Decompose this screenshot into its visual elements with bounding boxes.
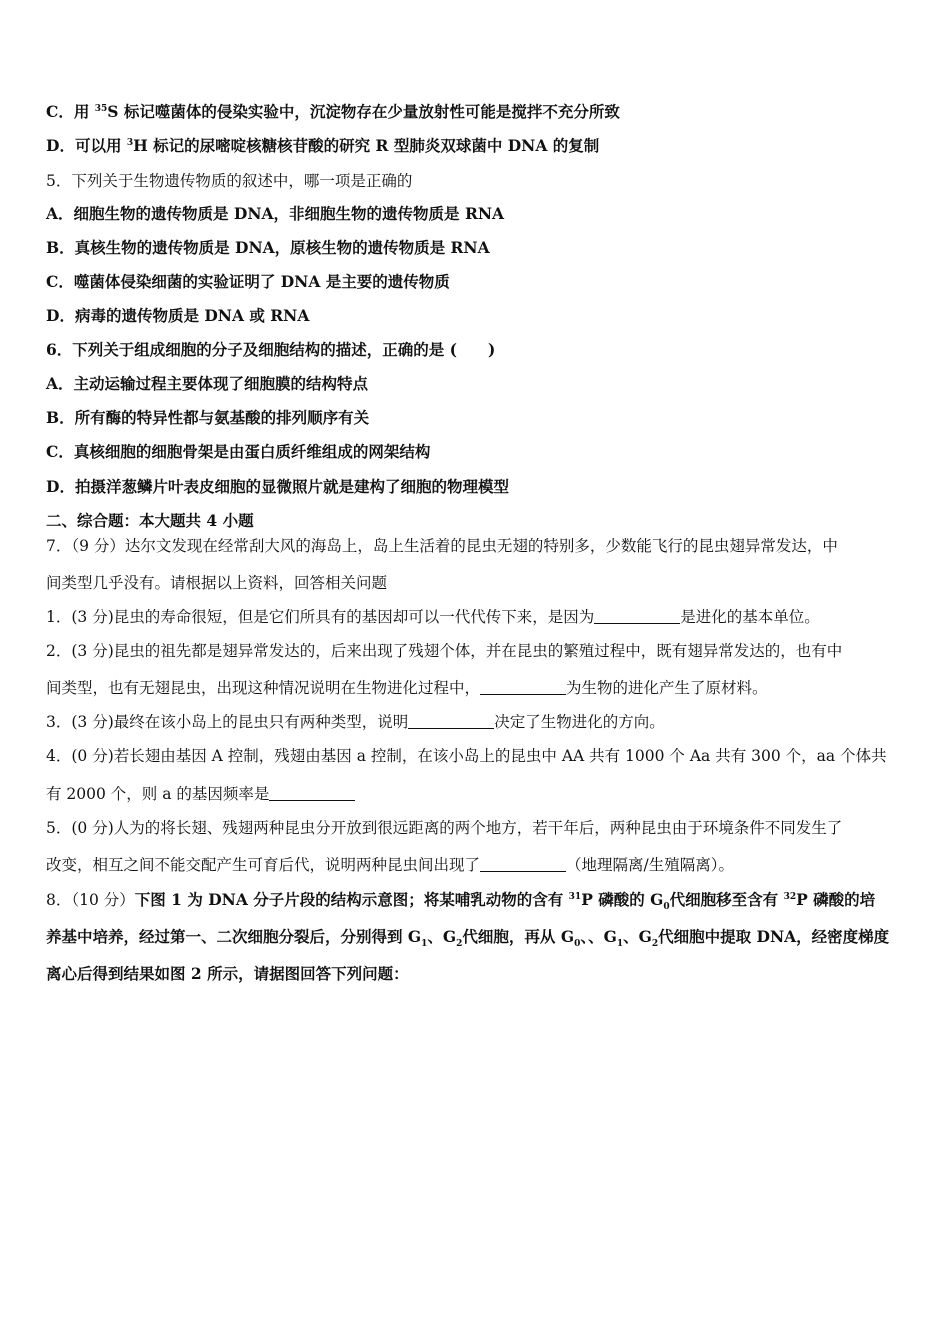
q6-option-c: C．真核细胞的细胞骨架是由蛋白质纤维组成的网架结构 [46,442,431,461]
q7-sub1 [46,607,908,627]
subscript: 2 [456,939,463,950]
answer-blank [480,857,566,872]
q4-option-c [46,102,908,122]
q7-sub3 [46,712,908,732]
text: 代细胞移至含有 [669,890,784,909]
text: P 磷酸的培 [796,890,876,909]
text: P 磷酸的 G [581,890,664,909]
q7-sub5-line2 [46,855,908,875]
answer-blank [269,786,355,801]
subscript: 2 [651,939,659,950]
q6-stem [46,340,908,360]
subscript: 1 [616,939,624,950]
q4-option-d [46,136,908,156]
text: 下图 1 为 DNA 分子片段的结构示意图；将某哺乳动物的含有 [134,890,569,909]
superscript: 31 [568,891,582,902]
q8-line2 [46,927,908,950]
text: C．用 [46,102,95,121]
text: 、G [623,927,652,946]
q7-stem-line1: 7．（9 分）达尔文发现在经常刮大风的海岛上，岛上生活着的昆虫无翅的特别多，少数能飞行的昆虫翅异常发达，中 [46,537,838,555]
q5-option-a: A．细胞生物的遗传物质是 DNA，非细胞生物的遗传物质是 RNA [46,204,505,223]
q6-option-a: A．主动运输过程主要体现了细胞膜的结构特点 [46,374,369,393]
text: 决定了生物进化的方向。 [494,713,665,731]
answer-blank [480,680,566,695]
section-heading: 二、综合题：本大题共 4 小题 [46,511,254,530]
q6-option-d: D．拍摄洋葱鳞片叶表皮细胞的显微照片就是建构了细胞的物理模型 [46,477,509,496]
text: 3．(3 分)最终在该小岛上的昆虫只有两种类型，说明 [46,713,409,731]
text [134,890,876,913]
q7-sub4-line1: 4．(0 分)若长翅由基因 A 控制，残翅由基因 a 控制，在该小岛上的昆虫中 AA 共有 1000 个 Aa 共有 300 个，aa 个体共 [46,747,887,765]
q5-option-d: D．病毒的遗传物质是 DNA 或 RNA [46,306,310,325]
superscript: 35 [94,103,108,114]
text: 6．下列关于组成细胞的分子及细胞结构的描述，正确的是 ( ) [46,340,496,359]
subscript: 1 [421,939,428,950]
answer-blank [408,714,494,729]
answer-blank [594,609,680,624]
superscript: 3 [126,137,134,148]
subscript: 0 [663,902,670,913]
question-number: 8．（10 分） [46,891,135,909]
text: （地理隔离/生殖隔离）。 [566,856,734,874]
q5-option-b: B．真核生物的遗传物质是 DNA，原核生物的遗传物质是 RNA [46,238,490,257]
q8-line3: 离心后得到结果如图 2 所示，请据图回答下列问题： [46,964,409,983]
text: 间类型，也有无翅昆虫，出现这种情况说明在生物进化过程中， [46,679,481,697]
text: S 标记噬菌体的侵染实验中，沉淀物存在少量放射性可能是搅拌不充分所致 [107,102,620,121]
text: 改变，相互之间不能交配产生可育后代，说明两种昆虫间出现了 [46,856,481,874]
text: 代细胞中提取 DNA，经密度梯度 [658,927,890,946]
text: H 标记的尿嘧啶核糖核苷酸的研究 R 型肺炎双球菌中 DNA 的复制 [133,136,600,155]
q5-option-c: C．噬菌体侵染细菌的实验证明了 DNA 是主要的遗传物质 [46,272,450,291]
text: 养基中培养，经过第一、二次细胞分裂后，分别得到 G [46,927,422,946]
text: 为生物的进化产生了原材料。 [566,679,768,697]
text: 1．(3 分)昆虫的寿命很短，但是它们所具有的基因却可以一代代传下来，是因为 [46,608,595,626]
text: D．可以用 [46,136,127,155]
q7-sub2-line1: 2．(3 分)昆虫的祖先都是翅异常发达的，后来出现了残翅个体，并在昆虫的繁殖过程中，既有翅异常发达的，也有中 [46,642,843,660]
subscript: 0 [574,939,581,950]
text: 代细胞，再从 G [462,927,575,946]
q5-stem: 5．下列关于生物遗传物质的叙述中，哪一项是正确的 [46,172,413,190]
q7-stem-line2: 间类型几乎没有。请根据以上资料，回答相关问题 [46,574,388,592]
text: 、、G [580,927,617,946]
q8-line1 [46,890,908,913]
q7-sub2-line2 [46,678,908,698]
q7-sub5-line1: 5．(0 分)人为的将长翅、残翅两种昆虫分开放到很远距离的两个地方，若干年后，两种昆虫由于环境条件不同发生了 [46,819,843,837]
text: 、G [427,927,457,946]
text: 是进化的基本单位。 [680,608,820,626]
text: 有 2000 个，则 a 的基因频率是 [46,785,270,803]
q6-option-b: B．所有酶的特异性都与氨基酸的排列顺序有关 [46,408,370,427]
q7-sub4-line2 [46,784,908,804]
superscript: 32 [783,891,797,902]
